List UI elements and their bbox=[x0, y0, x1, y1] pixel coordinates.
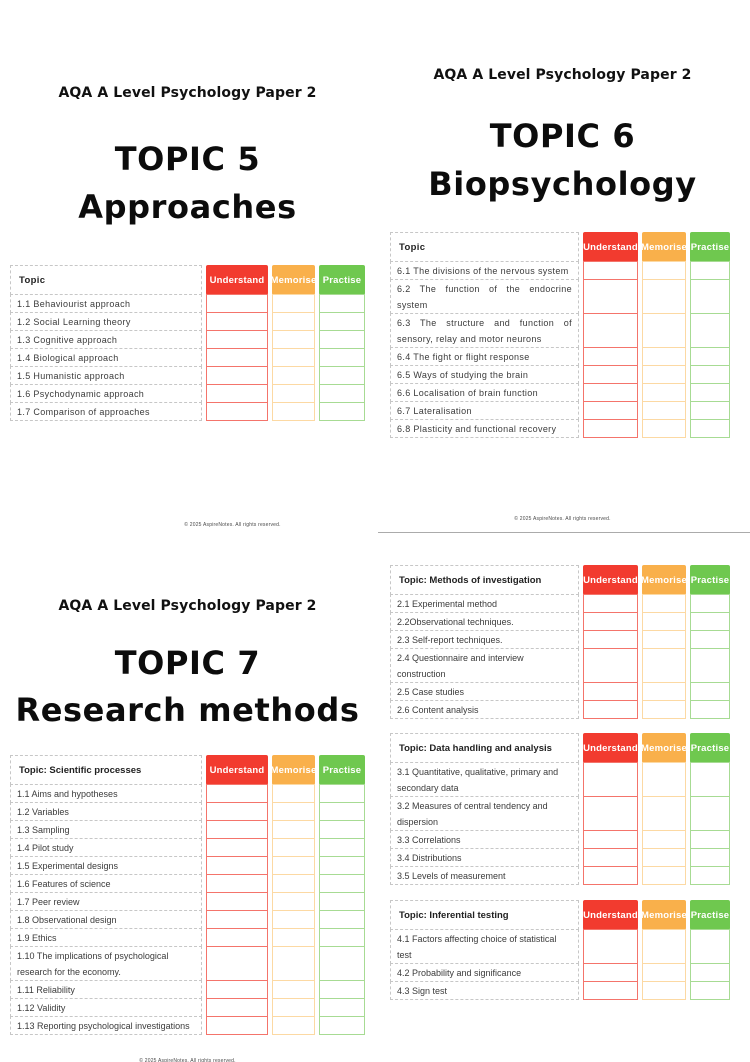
table-header-row bbox=[390, 565, 730, 595]
checkbox-cell-memorise bbox=[272, 998, 315, 1017]
checkbox-cell-understand bbox=[206, 402, 268, 421]
checkbox-cell-practise bbox=[690, 365, 730, 384]
checkbox-cell-memorise bbox=[272, 366, 315, 385]
checklist-row bbox=[390, 796, 730, 831]
checklist-row bbox=[10, 1016, 365, 1035]
checkbox-cell-memorise bbox=[272, 402, 315, 421]
checklist-row bbox=[390, 630, 730, 649]
column-header-topic: Topic: Data handling and analysis bbox=[390, 733, 579, 763]
checkbox-cell-memorise bbox=[272, 312, 315, 331]
checkbox-cell-understand bbox=[583, 347, 638, 366]
row-topic-label: 1.6 Psychodynamic approach bbox=[10, 384, 202, 403]
column-header-understand: Understand bbox=[583, 900, 638, 930]
column-header-understand: Understand bbox=[206, 755, 268, 785]
checklist-row bbox=[10, 312, 365, 331]
checklist-row bbox=[10, 946, 365, 981]
checkbox-cell-memorise bbox=[272, 1016, 315, 1035]
checkbox-cell-understand bbox=[206, 802, 268, 821]
page-topic7-research-methods bbox=[0, 533, 375, 1062]
topic5-title-number: TOPIC 5 bbox=[114, 140, 261, 178]
checkbox-cell-understand bbox=[583, 682, 638, 701]
checkbox-cell-practise bbox=[690, 612, 730, 631]
checkbox-cell-practise bbox=[690, 981, 730, 1000]
checkbox-cell-practise bbox=[690, 682, 730, 701]
checkbox-cell-understand bbox=[206, 348, 268, 367]
checkbox-cell-practise bbox=[319, 946, 365, 981]
row-topic-label: 3.1 Quantitative, qualitative, primary and secondary data bbox=[390, 762, 579, 797]
checkbox-cell-practise bbox=[690, 383, 730, 402]
checkbox-cell-memorise bbox=[272, 874, 315, 893]
checkbox-cell-practise bbox=[690, 279, 730, 314]
column-header-memorise: Memorise bbox=[642, 232, 686, 262]
topic5-title-name: Approaches bbox=[78, 188, 297, 226]
checklist-row bbox=[10, 910, 365, 929]
checkbox-cell-understand bbox=[206, 294, 268, 313]
checkbox-cell-understand bbox=[206, 820, 268, 839]
checklist-row bbox=[390, 830, 730, 849]
row-topic-label: 1.4 Pilot study bbox=[10, 838, 202, 857]
row-topic-label: 2.2Observational techniques. bbox=[390, 612, 579, 631]
row-topic-label: 6.5 Ways of studying the brain bbox=[390, 365, 579, 384]
checklist-row bbox=[390, 401, 730, 420]
checkbox-cell-understand bbox=[206, 366, 268, 385]
checkbox-cell-memorise bbox=[642, 365, 686, 384]
checkbox-cell-understand bbox=[583, 313, 638, 348]
checkbox-cell-understand bbox=[206, 892, 268, 911]
column-header-topic: Topic: Methods of investigation bbox=[390, 565, 579, 595]
checkbox-cell-practise bbox=[319, 384, 365, 403]
checkbox-cell-practise bbox=[319, 802, 365, 821]
checkbox-cell-understand bbox=[583, 848, 638, 867]
checkbox-cell-practise bbox=[690, 700, 730, 719]
row-topic-label: 1.7 Peer review bbox=[10, 892, 202, 911]
checklist-row bbox=[390, 279, 730, 314]
row-topic-label: 6.6 Localisation of brain function bbox=[390, 383, 579, 402]
row-topic-label: 1.5 Humanistic approach bbox=[10, 366, 202, 385]
checkbox-cell-practise bbox=[690, 261, 730, 280]
checkbox-cell-understand bbox=[583, 365, 638, 384]
column-header-practise: Practise bbox=[690, 565, 730, 595]
table-header-row bbox=[390, 733, 730, 763]
checklist-row bbox=[390, 700, 730, 719]
checkbox-cell-practise bbox=[690, 866, 730, 885]
checkbox-cell-practise bbox=[690, 963, 730, 982]
page-subtitle: AQA A Level Psychology Paper 2 bbox=[433, 67, 692, 83]
checkbox-cell-memorise bbox=[272, 294, 315, 313]
checkbox-cell-memorise bbox=[642, 866, 686, 885]
scientific-processes-table bbox=[10, 755, 365, 1035]
checkbox-cell-memorise bbox=[642, 383, 686, 402]
row-topic-label: 1.6 Features of science bbox=[10, 874, 202, 893]
row-topic-label: 1.10 The implications of psychological research for the economy. bbox=[10, 946, 202, 981]
checkbox-cell-practise bbox=[690, 401, 730, 420]
row-topic-label: 6.4 The fight or flight response bbox=[390, 347, 579, 366]
topic6-title-name: Biopsychology bbox=[428, 165, 697, 203]
checkbox-cell-memorise bbox=[272, 838, 315, 857]
checklist-row bbox=[10, 874, 365, 893]
row-topic-label: 1.1 Behaviourist approach bbox=[10, 294, 202, 313]
topic5-checklist-table bbox=[10, 265, 365, 421]
checklist-row bbox=[10, 294, 365, 313]
checkbox-cell-practise bbox=[319, 998, 365, 1017]
page-subtitle: AQA A Level Psychology Paper 2 bbox=[58, 85, 317, 101]
column-header-topic: Topic: Scientific processes bbox=[10, 755, 202, 785]
checkbox-cell-understand bbox=[583, 383, 638, 402]
checklist-row bbox=[10, 384, 365, 403]
checklist-row bbox=[390, 981, 730, 1000]
checklist-row bbox=[10, 820, 365, 839]
checkbox-cell-practise bbox=[690, 848, 730, 867]
checklist-row bbox=[10, 998, 365, 1017]
row-topic-label: 3.5 Levels of measurement bbox=[390, 866, 579, 885]
row-topic-label: 2.3 Self-report techniques. bbox=[390, 630, 579, 649]
checklist-row bbox=[10, 348, 365, 367]
checkbox-cell-understand bbox=[206, 784, 268, 803]
checklist-row bbox=[390, 848, 730, 867]
data-handling-analysis-table bbox=[390, 733, 730, 885]
row-topic-label: 1.3 Sampling bbox=[10, 820, 202, 839]
checkbox-cell-understand bbox=[206, 838, 268, 857]
checklist-row bbox=[390, 365, 730, 384]
row-topic-label: 1.13 Reporting psychological investigations bbox=[10, 1016, 202, 1035]
row-topic-label: 6.7 Lateralisation bbox=[390, 401, 579, 420]
checklist-row bbox=[390, 261, 730, 280]
checkbox-cell-practise bbox=[690, 648, 730, 683]
checkbox-cell-practise bbox=[319, 820, 365, 839]
checkbox-cell-memorise bbox=[642, 762, 686, 797]
column-header-practise: Practise bbox=[319, 265, 365, 295]
column-header-memorise: Memorise bbox=[642, 733, 686, 763]
checkbox-cell-practise bbox=[319, 784, 365, 803]
checklist-row bbox=[390, 762, 730, 797]
checklist-row bbox=[10, 330, 365, 349]
column-header-memorise: Memorise bbox=[272, 265, 315, 295]
row-topic-label: 1.1 Aims and hypotheses bbox=[10, 784, 202, 803]
row-topic-label: 3.4 Distributions bbox=[390, 848, 579, 867]
checkbox-cell-practise bbox=[319, 1016, 365, 1035]
row-topic-label: 6.2 The function of the endocrine system bbox=[390, 279, 579, 314]
checkbox-cell-memorise bbox=[272, 802, 315, 821]
checkbox-cell-understand bbox=[206, 980, 268, 999]
row-topic-label: 4.1 Factors affecting choice of statistical test bbox=[390, 929, 579, 964]
checkbox-cell-memorise bbox=[272, 892, 315, 911]
checkbox-cell-memorise bbox=[642, 848, 686, 867]
checkbox-cell-understand bbox=[583, 700, 638, 719]
checklist-row bbox=[390, 682, 730, 701]
checklist-row bbox=[390, 612, 730, 631]
checkbox-cell-understand bbox=[206, 384, 268, 403]
checkbox-cell-understand bbox=[583, 648, 638, 683]
checkbox-cell-memorise bbox=[642, 313, 686, 348]
column-header-understand: Understand bbox=[583, 733, 638, 763]
topic6-checklist-table bbox=[390, 232, 730, 438]
checkbox-cell-practise bbox=[690, 630, 730, 649]
checkbox-cell-memorise bbox=[642, 981, 686, 1000]
checkbox-cell-practise bbox=[319, 330, 365, 349]
checkbox-cell-understand bbox=[206, 928, 268, 947]
copyright-note: © 2025 AspireNotes. All rights reserved. bbox=[514, 516, 611, 522]
inferential-testing-table bbox=[390, 900, 730, 1000]
checkbox-cell-practise bbox=[319, 874, 365, 893]
row-topic-label: 4.3 Sign test bbox=[390, 981, 579, 1000]
checkbox-cell-understand bbox=[583, 981, 638, 1000]
checkbox-cell-practise bbox=[690, 830, 730, 849]
checkbox-cell-practise bbox=[319, 402, 365, 421]
row-topic-label: 1.8 Observational design bbox=[10, 910, 202, 929]
checkbox-cell-understand bbox=[583, 830, 638, 849]
column-header-memorise: Memorise bbox=[642, 900, 686, 930]
topic7-title-number: TOPIC 7 bbox=[114, 644, 261, 682]
column-header-understand: Understand bbox=[206, 265, 268, 295]
checklist-row bbox=[390, 383, 730, 402]
row-topic-label: 6.8 Plasticity and functional recovery bbox=[390, 419, 579, 438]
column-header-memorise: Memorise bbox=[272, 755, 315, 785]
checkbox-cell-memorise bbox=[642, 419, 686, 438]
checkbox-cell-understand bbox=[583, 612, 638, 631]
checkbox-cell-memorise bbox=[642, 347, 686, 366]
row-topic-label: 1.5 Experimental designs bbox=[10, 856, 202, 875]
checkbox-cell-understand bbox=[206, 998, 268, 1017]
column-header-practise: Practise bbox=[690, 232, 730, 262]
checklist-row bbox=[390, 419, 730, 438]
checkbox-cell-understand bbox=[206, 946, 268, 981]
checkbox-cell-understand bbox=[583, 929, 638, 964]
checklist-row bbox=[10, 366, 365, 385]
row-topic-label: 1.2 Variables bbox=[10, 802, 202, 821]
checkbox-cell-understand bbox=[583, 261, 638, 280]
checkbox-cell-memorise bbox=[642, 612, 686, 631]
copyright-note: © 2025 AspireNotes. All rights reserved. bbox=[184, 522, 281, 528]
checkbox-cell-memorise bbox=[272, 980, 315, 999]
column-header-understand: Understand bbox=[583, 565, 638, 595]
checkbox-cell-memorise bbox=[642, 401, 686, 420]
page-topic7-continued bbox=[375, 533, 750, 1062]
checkbox-cell-practise bbox=[690, 347, 730, 366]
checkbox-cell-memorise bbox=[642, 963, 686, 982]
checkbox-cell-practise bbox=[690, 929, 730, 964]
row-topic-label: 1.4 Biological approach bbox=[10, 348, 202, 367]
checkbox-cell-memorise bbox=[642, 594, 686, 613]
checkbox-cell-practise bbox=[319, 348, 365, 367]
column-header-understand: Understand bbox=[583, 232, 638, 262]
checkbox-cell-memorise bbox=[642, 682, 686, 701]
checklist-row bbox=[10, 892, 365, 911]
methods-of-investigation-table bbox=[390, 565, 730, 719]
checkbox-cell-practise bbox=[319, 856, 365, 875]
checkbox-cell-practise bbox=[319, 838, 365, 857]
row-topic-label: 1.7 Comparison of approaches bbox=[10, 402, 202, 421]
column-header-topic: Topic bbox=[390, 232, 579, 262]
checkbox-cell-practise bbox=[690, 313, 730, 348]
checkbox-cell-understand bbox=[206, 1016, 268, 1035]
checklist-row bbox=[390, 866, 730, 885]
table-header-row bbox=[10, 755, 365, 785]
row-topic-label: 2.6 Content analysis bbox=[390, 700, 579, 719]
table-header-row bbox=[10, 265, 365, 295]
checkbox-cell-memorise bbox=[642, 830, 686, 849]
row-topic-label: 4.2 Probability and significance bbox=[390, 963, 579, 982]
column-header-topic: Topic bbox=[10, 265, 202, 295]
table-header-row bbox=[390, 232, 730, 262]
checkbox-cell-memorise bbox=[272, 384, 315, 403]
checkbox-cell-memorise bbox=[272, 928, 315, 947]
page-subtitle: AQA A Level Psychology Paper 2 bbox=[58, 598, 317, 614]
copyright-note-clipped: © 2025 AspireNotes. All rights reserved. bbox=[139, 1058, 236, 1062]
checkbox-cell-understand bbox=[583, 419, 638, 438]
checklist-row bbox=[10, 856, 365, 875]
checkbox-cell-memorise bbox=[272, 910, 315, 929]
checklist-row bbox=[10, 980, 365, 999]
checkbox-cell-understand bbox=[583, 401, 638, 420]
checklist-row bbox=[10, 784, 365, 803]
checkbox-cell-practise bbox=[319, 980, 365, 999]
checkbox-cell-memorise bbox=[642, 261, 686, 280]
row-topic-label: 6.3 The structure and function of sensory, relay and motor neurons bbox=[390, 313, 579, 348]
checkbox-cell-understand bbox=[583, 762, 638, 797]
page-topic5-approaches bbox=[0, 0, 375, 533]
checkbox-cell-practise bbox=[319, 294, 365, 313]
checkbox-cell-practise bbox=[690, 594, 730, 613]
checkbox-cell-practise bbox=[319, 366, 365, 385]
checkbox-cell-understand bbox=[206, 312, 268, 331]
checkbox-cell-memorise bbox=[642, 630, 686, 649]
checkbox-cell-memorise bbox=[272, 856, 315, 875]
checkbox-cell-memorise bbox=[642, 796, 686, 831]
checkbox-cell-memorise bbox=[642, 648, 686, 683]
checklist-row bbox=[390, 963, 730, 982]
row-topic-label: 3.3 Correlations bbox=[390, 830, 579, 849]
checkbox-cell-understand bbox=[583, 630, 638, 649]
row-topic-label: 1.12 Validity bbox=[10, 998, 202, 1017]
column-header-memorise: Memorise bbox=[642, 565, 686, 595]
page-topic6-biopsychology bbox=[375, 0, 750, 533]
row-topic-label: 1.3 Cognitive approach bbox=[10, 330, 202, 349]
checkbox-cell-memorise bbox=[642, 700, 686, 719]
table-header-row bbox=[390, 900, 730, 930]
checkbox-cell-memorise bbox=[272, 348, 315, 367]
checkbox-cell-memorise bbox=[642, 929, 686, 964]
checkbox-cell-memorise bbox=[272, 946, 315, 981]
topic7-title-name: Research methods bbox=[15, 691, 360, 729]
checkbox-cell-understand bbox=[583, 594, 638, 613]
checkbox-cell-understand bbox=[583, 279, 638, 314]
checklist-row bbox=[390, 313, 730, 348]
row-topic-label: 1.11 Reliability bbox=[10, 980, 202, 999]
checkbox-cell-understand bbox=[583, 866, 638, 885]
column-header-topic: Topic: Inferential testing bbox=[390, 900, 579, 930]
checklist-row bbox=[10, 402, 365, 421]
checklist-row bbox=[390, 929, 730, 964]
checklist-row bbox=[10, 928, 365, 947]
checklist-row bbox=[390, 347, 730, 366]
topic6-title-number: TOPIC 6 bbox=[489, 117, 636, 155]
row-topic-label: 6.1 The divisions of the nervous system bbox=[390, 261, 579, 280]
checkbox-cell-memorise bbox=[272, 820, 315, 839]
column-header-practise: Practise bbox=[319, 755, 365, 785]
row-topic-label: 2.4 Questionnaire and interview construction bbox=[390, 648, 579, 683]
checkbox-cell-understand bbox=[206, 874, 268, 893]
checkbox-cell-memorise bbox=[272, 784, 315, 803]
checklist-row bbox=[390, 648, 730, 683]
checklist-row bbox=[390, 594, 730, 613]
row-topic-label: 1.2 Social Learning theory bbox=[10, 312, 202, 331]
checkbox-cell-understand bbox=[583, 796, 638, 831]
checkbox-cell-practise bbox=[319, 928, 365, 947]
row-topic-label: 2.1 Experimental method bbox=[390, 594, 579, 613]
checkbox-cell-practise bbox=[319, 312, 365, 331]
checkbox-cell-practise bbox=[690, 762, 730, 797]
row-topic-label: 3.2 Measures of central tendency and dispersion bbox=[390, 796, 579, 831]
checkbox-cell-memorise bbox=[272, 330, 315, 349]
checkbox-cell-understand bbox=[206, 910, 268, 929]
checkbox-cell-understand bbox=[583, 963, 638, 982]
column-header-practise: Practise bbox=[690, 733, 730, 763]
column-header-practise: Practise bbox=[690, 900, 730, 930]
checkbox-cell-understand bbox=[206, 856, 268, 875]
checkbox-cell-practise bbox=[319, 910, 365, 929]
checkbox-cell-understand bbox=[206, 330, 268, 349]
checklist-row bbox=[10, 802, 365, 821]
checklist-row bbox=[10, 838, 365, 857]
checkbox-cell-practise bbox=[690, 796, 730, 831]
checkbox-cell-practise bbox=[690, 419, 730, 438]
row-topic-label: 1.9 Ethics bbox=[10, 928, 202, 947]
row-topic-label: 2.5 Case studies bbox=[390, 682, 579, 701]
checkbox-cell-memorise bbox=[642, 279, 686, 314]
checkbox-cell-practise bbox=[319, 892, 365, 911]
